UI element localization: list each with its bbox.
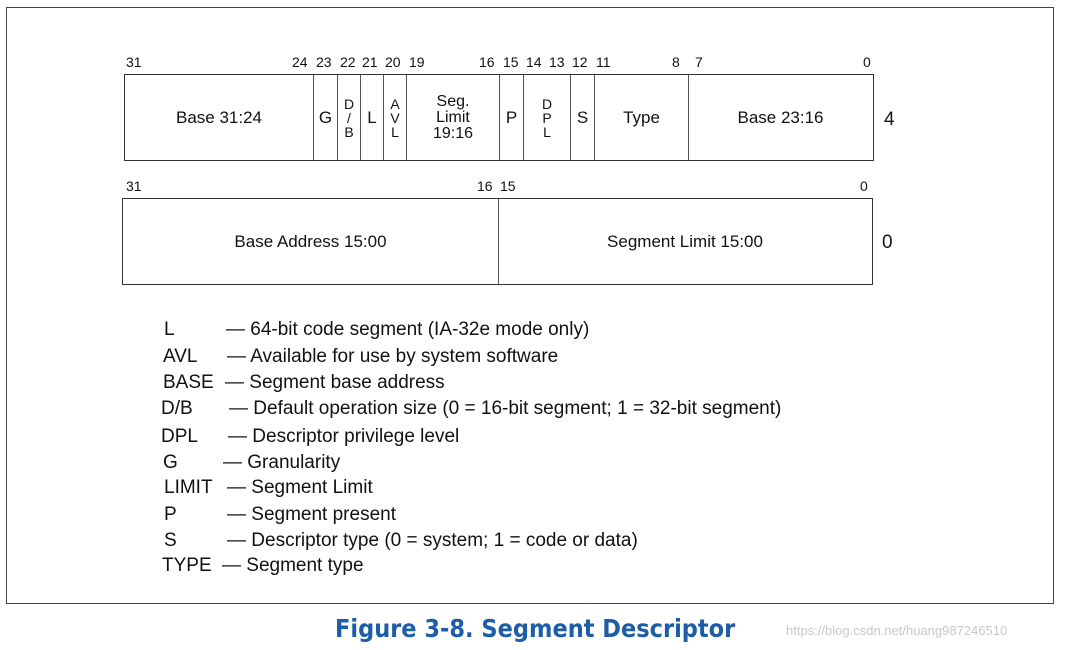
type-label: Type — [623, 108, 660, 127]
dpl-field — [523, 75, 570, 160]
base-31-24-label: Base 31:24 — [175, 108, 262, 127]
db-label-line: / — [347, 109, 351, 126]
legend-desc: — 64-bit code segment (IA-32e mode only) — [226, 319, 590, 340]
legend-abbr: AVL — [163, 346, 198, 367]
legend-abbr: P — [164, 504, 177, 525]
db-field — [337, 75, 360, 160]
base-23-16-field — [688, 75, 872, 160]
bit-number: 23 — [316, 54, 332, 70]
bit-number: 13 — [549, 54, 565, 70]
bit-number: 21 — [362, 54, 378, 70]
l-label: L — [367, 108, 377, 127]
bit-number: 22 — [340, 54, 356, 70]
lower-dword-row — [122, 198, 873, 285]
bit-number: 31 — [126, 178, 142, 194]
avl-label-line: V — [390, 109, 400, 126]
legend-desc: — Descriptor type (0 = system; 1 = code or data) — [227, 530, 638, 551]
bit-number: 16 — [479, 54, 495, 70]
segment-limit-label: Segment Limit 15:00 — [607, 232, 763, 251]
legend-desc: — Default operation size (0 = 16-bit segment; 1 = 32-bit segment) — [229, 398, 782, 419]
p-label: P — [505, 108, 518, 127]
watermark: https://blog.csdn.net/huang987246510 — [786, 623, 1008, 638]
segment-limit-15-00-field — [498, 199, 871, 284]
type-field — [594, 75, 688, 160]
bit-number: 20 — [385, 54, 401, 70]
legend-abbr: BASE — [163, 372, 214, 393]
bit-number: 16 — [477, 178, 493, 194]
g-label: G — [318, 108, 333, 127]
legend-desc: — Segment present — [227, 504, 396, 525]
base-31-24-field — [125, 75, 313, 160]
legend-desc: — Segment Limit — [227, 477, 373, 498]
upper-dword-row — [124, 74, 874, 161]
figure-caption: Figure 3-8. Segment Descriptor — [335, 614, 736, 643]
db-label-line: D — [343, 95, 355, 112]
legend-desc: — Descriptor privilege level — [228, 426, 460, 447]
legend-abbr: TYPE — [162, 555, 212, 576]
seg-limit-label-line: 19:16 — [432, 124, 474, 142]
seg-limit-19-16-field — [406, 75, 499, 160]
avl-field — [383, 75, 406, 160]
legend-desc: — Segment type — [222, 555, 364, 576]
bit-number: 19 — [409, 54, 425, 70]
base-address-15-00-field — [123, 199, 498, 284]
s-label: S — [576, 108, 589, 127]
legend-abbr: S — [164, 530, 177, 551]
bit-number: 11 — [596, 54, 611, 70]
bit-number: 8 — [672, 54, 680, 70]
s-field — [570, 75, 594, 160]
dpl-label-line: D — [541, 95, 553, 112]
dpl-label-line: L — [543, 123, 551, 140]
legend-desc: — Available for use by system software — [227, 346, 559, 367]
legend-desc: — Segment base address — [225, 372, 445, 393]
bit-number: 14 — [526, 54, 542, 70]
lower-row-index: 0 — [882, 232, 893, 253]
g-field — [313, 75, 337, 160]
bit-number: 0 — [860, 178, 868, 194]
bit-number: 31 — [126, 54, 142, 70]
bit-number: 15 — [503, 54, 519, 70]
legend-abbr: D/B — [161, 398, 193, 419]
db-label-line: B — [344, 123, 354, 140]
legend-abbr: DPL — [161, 426, 198, 447]
p-field — [499, 75, 523, 160]
seg-limit-label-line: Limit — [436, 108, 470, 126]
avl-label-line: L — [391, 123, 399, 140]
bit-number: 24 — [292, 54, 308, 70]
avl-label-line: A — [390, 95, 400, 112]
legend-abbr: LIMIT — [164, 477, 213, 498]
l-field — [360, 75, 383, 160]
bit-number: 0 — [863, 54, 871, 70]
bit-number: 12 — [572, 54, 588, 70]
legend-abbr: G — [163, 452, 178, 473]
base-23-16-label: Base 23:16 — [737, 108, 824, 127]
base-address-label: Base Address 15:00 — [234, 232, 387, 251]
seg-limit-label-line: Seg. — [436, 92, 470, 110]
bit-number: 15 — [500, 178, 516, 194]
dpl-label-line: P — [542, 109, 552, 126]
upper-row-index: 4 — [884, 109, 895, 130]
legend-abbr: L — [164, 319, 175, 340]
bit-number: 7 — [695, 54, 703, 70]
legend-desc: — Granularity — [223, 452, 341, 473]
